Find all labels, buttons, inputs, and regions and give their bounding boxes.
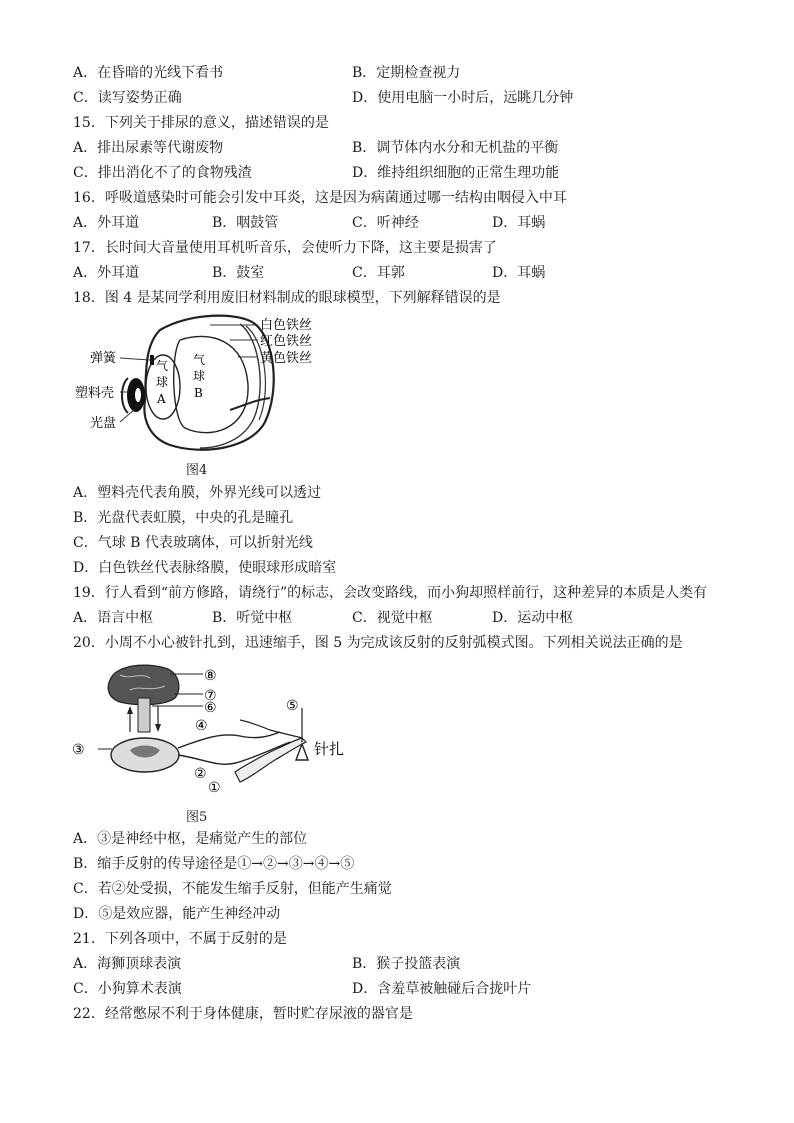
q20-option-a: A．③是神经中枢，是痛觉产生的部位: [73, 831, 308, 847]
q22-stem: 22．经常憋尿不利于身体健康，暂时贮存尿液的器官是: [73, 1006, 413, 1022]
q19-option-b: B．听觉中枢: [212, 610, 293, 626]
q20-option-c: C．若②处受损，不能发生缩手反射，但能产生痛觉: [73, 881, 392, 897]
q16-option-b: B．咽鼓管: [212, 215, 279, 231]
q19-option-a: A．语言中枢: [73, 610, 154, 626]
q21-stem: 21．下列各项中，不属于反射的是: [73, 931, 287, 947]
label-8: ⑧: [204, 668, 217, 684]
figure-5-caption: 图5: [186, 810, 208, 825]
figure-4-caption: 图4: [186, 463, 208, 478]
reflex-arc-figure: [70, 660, 370, 800]
label-6: ⑥: [204, 700, 217, 716]
wire-layer-inner: [200, 324, 260, 448]
q21-option-c: C．小狗算术表演: [73, 981, 182, 997]
pupil-hole: [135, 388, 141, 402]
q14-option-c: C．读写姿势正确: [73, 90, 182, 106]
q18-option-c: C．气球 B 代表玻璃体，可以折射光线: [73, 535, 313, 551]
q15-option-a: A．排出尿素等代谢废物: [73, 140, 224, 156]
q17-option-b: B．鼓室: [212, 265, 265, 281]
q17-option-c: C．耳郭: [352, 265, 405, 281]
balloon-b: [174, 336, 248, 432]
q14-option-d: D．使用电脑一小时后，远眺几分钟: [352, 90, 574, 106]
label-balloon-b-2: 球: [193, 369, 206, 383]
label-spring: 弹簧: [90, 351, 117, 366]
q19-option-c: C．视觉中枢: [352, 610, 433, 626]
label-white-wire: 白色铁丝: [260, 318, 313, 333]
q15-option-b: B．调节体内水分和无机盐的平衡: [352, 140, 559, 156]
label-1: ①: [208, 780, 221, 796]
label-balloon-b-1: 气: [193, 353, 206, 367]
q21-option-d: D．含羞草被触碰后合拢叶片: [352, 981, 532, 997]
label-5: ⑤: [286, 698, 299, 714]
spring-shape: [150, 355, 154, 365]
brainstem-shape: [138, 698, 150, 732]
label-3: ③: [72, 742, 85, 758]
label-balloon-b-3: B: [194, 386, 203, 400]
q15-stem: 15．下列关于排尿的意义，描述错误的是: [73, 115, 329, 131]
label-needle: 针扎: [314, 740, 345, 758]
label-2: ②: [194, 766, 207, 782]
q18-stem: 18．图 4 是某同学利用废旧材料制成的眼球模型，下列解释错误的是: [73, 290, 501, 306]
q16-option-a: A．外耳道: [73, 215, 140, 231]
label-4: ④: [195, 718, 208, 734]
q18-option-a: A．塑料壳代表角膜，外界光线可以透过: [73, 485, 322, 501]
label-red-wire: 红色铁丝: [260, 334, 313, 349]
q14-option-a: A．在昏暗的光线下看书: [73, 65, 224, 81]
q19-stem: 19．行人看到“前方修路，请绕行”的标志，会改变路线，而小狗却照样前行，这种差异的本质是人类有: [73, 585, 708, 601]
q17-option-d: D．耳蜗: [492, 265, 546, 281]
q16-option-d: D．耳蜗: [492, 215, 546, 231]
q16-stem: 16．呼吸道感染时可能会引发中耳炎，这是因为病菌通过哪一结构由咽侵入中耳: [73, 190, 567, 206]
label-yellow-wire: 黄色铁丝: [260, 351, 313, 366]
label-plastic-shell: 塑料壳: [75, 386, 115, 401]
q15-option-c: C．排出消化不了的食物残渣: [73, 165, 252, 181]
q21-option-a: A．海狮顶球表演: [73, 956, 182, 972]
q20-stem: 20．小周不小心被针扎到，迅速缩手，图 5 为完成该反射的反射弧模式图。下列相关说法正确的是: [73, 635, 683, 651]
label-balloon-a-1: 气: [156, 359, 169, 373]
q19-option-d: D．运动中枢: [492, 610, 574, 626]
q14-option-b: B．定期检查视力: [352, 65, 461, 81]
q17-stem: 17．长时间大音量使用耳机听音乐，会使听力下降，这主要是损害了: [73, 240, 497, 256]
q18-option-d: D．白色铁丝代表脉络膜，使眼球形成暗室: [73, 560, 337, 576]
q20-option-d: D．⑤是效应器，能产生神经冲动: [73, 906, 281, 922]
label-balloon-a-3: A: [157, 392, 166, 406]
q15-option-d: D．维持组织细胞的正常生理功能: [352, 165, 560, 181]
label-disc: 光盘: [90, 416, 117, 431]
label-7: ⑦: [204, 688, 217, 704]
efferent-nerve: [178, 732, 280, 748]
q17-option-a: A．外耳道: [73, 265, 140, 281]
q16-option-c: C．听神经: [352, 215, 419, 231]
q21-option-b: B．猴子投篮表演: [352, 956, 461, 972]
eye-model-figure: [70, 310, 340, 458]
label-balloon-a-2: 球: [156, 375, 169, 389]
q20-option-b: B．缩手反射的传导途径是①→②→③→④→⑤: [73, 856, 355, 872]
q18-option-b: B．光盘代表虹膜，中央的孔是瞳孔: [73, 510, 294, 526]
